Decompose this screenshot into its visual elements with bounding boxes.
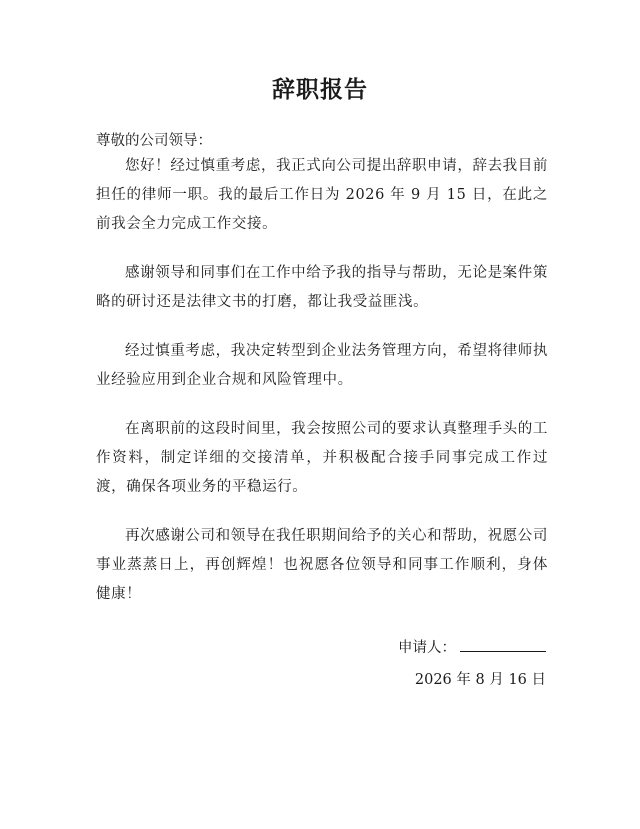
applicant-line — [398, 637, 546, 658]
applicant-label: 申请人： — [398, 640, 456, 656]
letter-date: 2026 年 8 月 16 日 — [414, 672, 546, 688]
letter-body — [96, 152, 548, 629]
paragraph-intro: 您好！经过慎重考虑，我正式向公司提出辞职申请，辞去我目前担任的律师一职。我的最后工作日为 2026 年 9 月 15 日，在此之前我会全力完成工作交接。 — [96, 158, 548, 232]
paragraph-gratitude: 感谢领导和同事们在工作中给予我的指导与帮助，无论是案件策略的研讨还是法律文书的打磨，都让我受益匪浅。 — [96, 265, 548, 310]
paragraph-handover: 在离职前的这段时间里，我会按照公司的要求认真整理手头的工作资料，制定详细的交接清单，并积极配合接手同事完成工作过渡，确保各项业务的平稳运行。 — [96, 421, 548, 495]
paragraph-closing: 再次感谢公司和领导在我任职期间给予的关心和帮助，祝愿公司事业蒸蒸日上，再创辉煌！也祝愿各位领导和同事工作顺利，身体健康！ — [96, 528, 548, 602]
paragraph-reason: 经过慎重考虑，我决定转型到企业法务管理方向，希望将律师执业经验应用到企业合规和风险管理中。 — [96, 343, 548, 388]
salutation: 尊敬的公司领导： — [96, 133, 212, 149]
document-title: 辞职报告 — [272, 77, 368, 103]
signature-blank — [460, 637, 546, 652]
